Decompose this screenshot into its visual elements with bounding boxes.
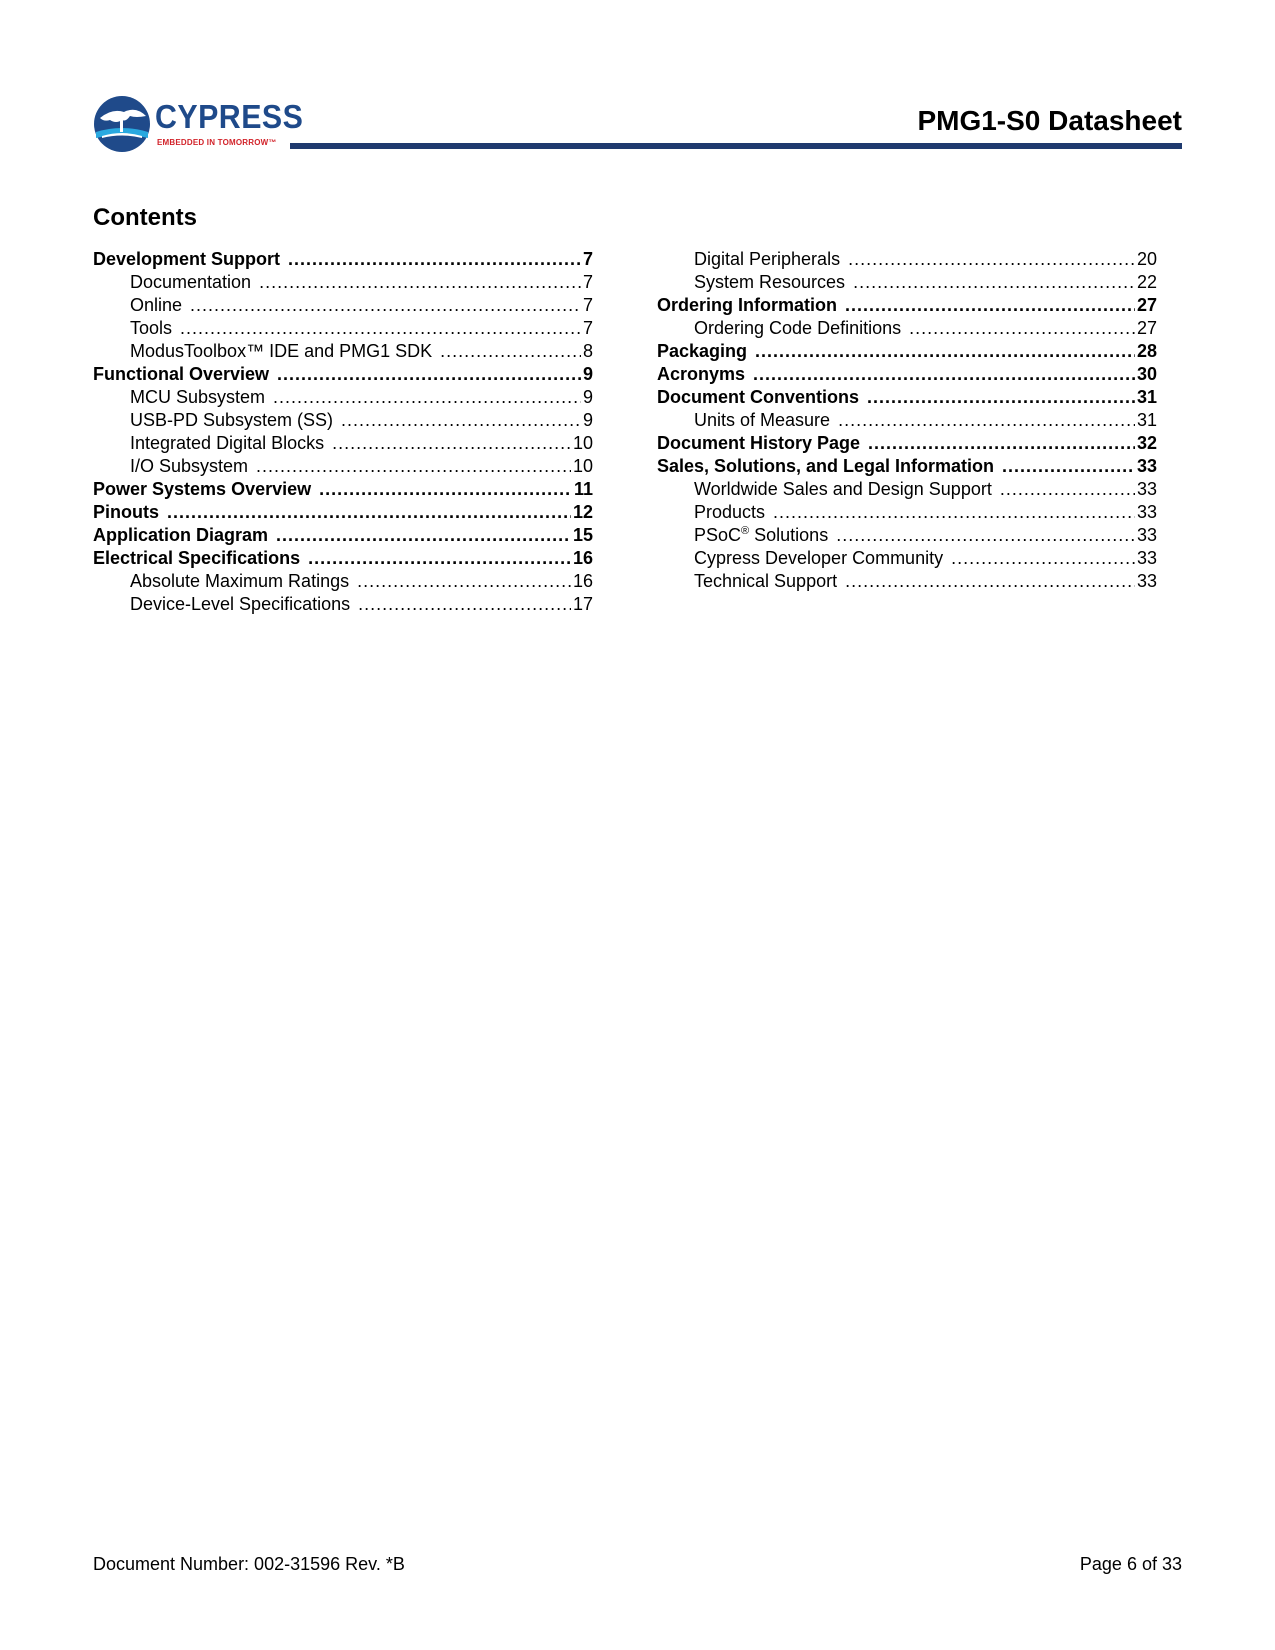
toc-dot-leader <box>753 363 1135 386</box>
cypress-logo <box>92 94 304 156</box>
document-title: PMG1-S0 Datasheet <box>917 105 1182 136</box>
toc-entry-page: 7 <box>582 295 593 315</box>
toc-entry-page: 33 <box>1136 456 1157 476</box>
toc-entry[interactable] <box>657 363 1157 386</box>
toc-dot-leader <box>836 524 1135 547</box>
toc-entry[interactable] <box>657 455 1157 478</box>
toc-entry[interactable] <box>93 455 593 478</box>
logo-wordmark: CYPRESS <box>155 98 304 135</box>
toc-entry-label: Online <box>130 295 183 315</box>
toc-dot-leader <box>773 501 1135 524</box>
toc-entry-label <box>694 524 836 547</box>
tree-globe-icon <box>92 94 152 154</box>
toc-entry-label: Sales, Solutions, and Legal Information <box>657 456 995 476</box>
toc-dot-leader <box>909 317 1135 340</box>
toc-entry-page: 27 <box>1136 318 1157 338</box>
toc-entry-label: Worldwide Sales and Design Support <box>694 479 992 499</box>
toc-entry-label: Power Systems Overview <box>93 479 312 499</box>
toc-entry-page: 33 <box>1136 548 1157 568</box>
toc-entry[interactable] <box>657 432 1157 455</box>
toc-entry[interactable] <box>657 317 1157 340</box>
toc-entry-page: 8 <box>582 341 593 361</box>
toc-entry-label: Ordering Information <box>657 295 837 315</box>
toc-dot-leader <box>951 547 1135 570</box>
toc-dot-leader <box>190 294 581 317</box>
toc-dot-leader <box>256 455 571 478</box>
toc-entry-page: 7 <box>582 318 593 338</box>
toc-entry-label: Packaging <box>657 341 748 361</box>
toc-entry-label: Document Conventions <box>657 387 860 407</box>
toc-entry-page: 10 <box>572 433 593 453</box>
toc-dot-leader <box>288 248 581 271</box>
toc-entry-page: 33 <box>1136 502 1157 522</box>
toc-entry-page: 33 <box>1136 571 1157 591</box>
toc-entry[interactable] <box>93 478 593 501</box>
psoc-label: PSoC <box>694 525 742 545</box>
toc-entry[interactable] <box>93 570 593 593</box>
toc-entry[interactable] <box>93 501 593 524</box>
toc-entry-label: Acronyms <box>657 364 746 384</box>
toc-dot-leader <box>440 340 581 363</box>
toc-dot-leader <box>845 294 1135 317</box>
toc-dot-leader <box>180 317 581 340</box>
toc-entry-page: 7 <box>582 249 593 269</box>
toc-dot-leader <box>848 248 1135 271</box>
toc-entry[interactable] <box>657 386 1157 409</box>
toc-dot-leader <box>259 271 581 294</box>
toc-entry-label: Digital Peripherals <box>694 249 841 269</box>
toc-entry[interactable] <box>93 271 593 294</box>
toc-entry[interactable] <box>93 409 593 432</box>
toc-dot-leader <box>273 386 581 409</box>
toc-entry-label: Ordering Code Definitions <box>694 318 902 338</box>
toc-dot-leader <box>341 409 581 432</box>
toc-entry[interactable] <box>657 524 1157 547</box>
toc-entry-label: System Resources <box>694 272 846 292</box>
toc-entry-label: Functional Overview <box>93 364 270 384</box>
toc-dot-leader <box>868 432 1135 455</box>
footer-document-number: Document Number: 002-31596 Rev. *B <box>93 1554 405 1574</box>
toc-entry-page: 31 <box>1136 410 1157 430</box>
toc-entry-page: 30 <box>1136 364 1157 384</box>
toc-dot-leader <box>319 478 572 501</box>
toc-entry-page: 22 <box>1136 272 1157 292</box>
toc-entry[interactable] <box>93 317 593 340</box>
toc-entry-page: 7 <box>582 272 593 292</box>
toc-entry-label: Products <box>694 502 766 522</box>
toc-dot-leader <box>845 570 1135 593</box>
toc-dot-leader <box>838 409 1135 432</box>
toc-entry-label: Application Diagram <box>93 525 269 545</box>
toc-entry[interactable] <box>93 432 593 455</box>
toc-entry[interactable] <box>657 570 1157 593</box>
toc-dot-leader <box>755 340 1135 363</box>
toc-entry-page: 9 <box>582 364 593 384</box>
toc-dot-leader <box>1000 478 1135 501</box>
toc-entry[interactable] <box>657 501 1157 524</box>
toc-entry[interactable] <box>93 340 593 363</box>
toc-dot-leader <box>358 593 571 616</box>
toc-entry-label: Pinouts <box>93 502 159 522</box>
contents-heading: Contents <box>93 204 197 231</box>
toc-entry-label: MCU Subsystem <box>130 387 266 407</box>
toc-left-column <box>93 248 593 616</box>
toc-dot-leader <box>332 432 571 455</box>
logo-tagline: EMBEDDED IN TOMORROW™ <box>157 138 277 147</box>
toc-entry-page: 9 <box>582 410 593 430</box>
toc-entry[interactable] <box>657 271 1157 294</box>
toc-entry-page: 33 <box>1136 479 1157 499</box>
toc-entry[interactable] <box>657 478 1157 501</box>
toc-entry[interactable] <box>657 409 1157 432</box>
toc-entry-label: Cypress Developer Community <box>694 548 944 568</box>
toc-dot-leader <box>867 386 1135 409</box>
toc-dot-leader <box>277 363 581 386</box>
toc-entry[interactable] <box>657 294 1157 317</box>
toc-entry[interactable] <box>93 524 593 547</box>
toc-dot-leader <box>308 547 571 570</box>
toc-dot-leader <box>1002 455 1135 478</box>
registered-mark: ® <box>741 525 750 537</box>
toc-entry-page: 16 <box>572 571 593 591</box>
toc-entry-label: USB-PD Subsystem (SS) <box>130 410 334 430</box>
toc-entry[interactable] <box>93 386 593 409</box>
toc-entry-label: Units of Measure <box>694 410 831 430</box>
toc-entry-label: Document History Page <box>657 433 861 453</box>
toc-entry-label: Device-Level Specifications <box>130 594 351 614</box>
toc-entry[interactable] <box>657 248 1157 271</box>
toc-entry-page: 27 <box>1136 295 1157 315</box>
toc-entry-label: Integrated Digital Blocks <box>130 433 325 453</box>
toc-entry-page: 33 <box>1136 525 1157 545</box>
toc-entry-label: Electrical Specifications <box>93 548 301 568</box>
toc-entry[interactable] <box>657 340 1157 363</box>
toc-entry-page: 20 <box>1136 249 1157 269</box>
toc-entry-label: Technical Support <box>694 571 838 591</box>
toc-right-column <box>657 248 1157 593</box>
header-rule <box>290 143 1182 149</box>
toc-entry[interactable] <box>657 547 1157 570</box>
toc-entry-page: 31 <box>1136 387 1157 407</box>
toc-entry[interactable] <box>93 294 593 317</box>
toc-dot-leader <box>357 570 571 593</box>
toc-entry[interactable] <box>93 547 593 570</box>
toc-entry-page: 16 <box>572 548 593 568</box>
toc-entry-label: Absolute Maximum Ratings <box>130 571 350 591</box>
toc-entry-label: ModusToolbox™ IDE and PMG1 SDK <box>130 341 433 361</box>
toc-entry-page: 15 <box>572 525 593 545</box>
toc-entry-page: 9 <box>582 387 593 407</box>
toc-entry[interactable] <box>93 363 593 386</box>
toc-entry-label: Documentation <box>130 272 252 292</box>
toc-entry-page: 11 <box>573 479 593 499</box>
toc-dot-leader <box>167 501 571 524</box>
toc-entry-page: 10 <box>572 456 593 476</box>
toc-entry-label: Tools <box>130 318 173 338</box>
toc-entry[interactable] <box>93 248 593 271</box>
toc-entry-page: 32 <box>1136 433 1157 453</box>
toc-entry-label: I/O Subsystem <box>130 456 249 476</box>
toc-entry-page: 17 <box>572 594 593 614</box>
toc-entry-page: 28 <box>1136 341 1157 361</box>
toc-entry-label: Development Support <box>93 249 281 269</box>
toc-dot-leader <box>276 524 571 547</box>
toc-entry[interactable] <box>93 593 593 616</box>
footer-page-indicator: Page 6 of 33 <box>1079 1554 1182 1574</box>
toc-dot-leader <box>853 271 1135 294</box>
toc-entry-page: 12 <box>572 502 593 522</box>
solutions-label: Solutions <box>749 525 829 545</box>
